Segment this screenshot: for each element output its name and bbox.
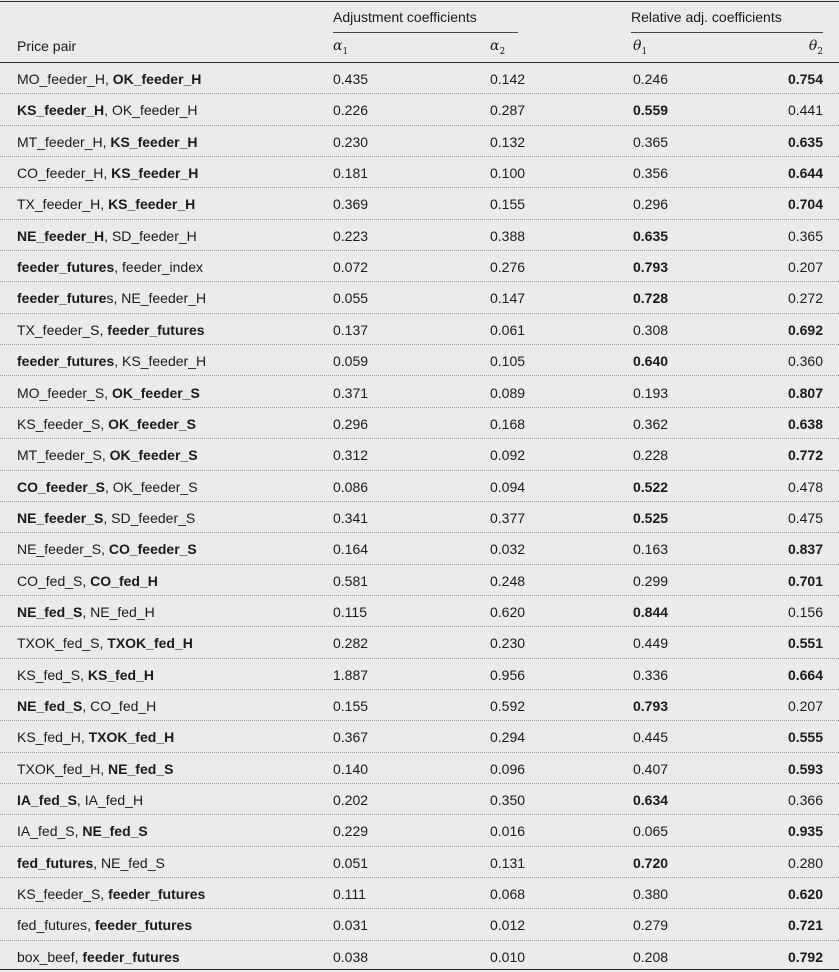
alpha-1-cell: 0.435: [333, 71, 369, 87]
theta-1-cell: 0.634: [633, 792, 669, 809]
alpha-1-cell: 0.155: [333, 698, 369, 714]
theta-1-cell: 0.793: [633, 259, 669, 276]
theta-1-cell: 0.445: [633, 729, 669, 746]
price-pair-segment: KS_feeder_S: [17, 886, 101, 903]
price-pair-cell: [17, 573, 158, 589]
alpha-2-cell: 0.105: [490, 353, 526, 370]
alpha-1-cell: 0.312: [333, 447, 369, 464]
price-pair-segment: ,: [104, 71, 113, 87]
table-row: [0, 126, 839, 157]
theta-2-cell: 0.807: [787, 384, 823, 401]
theta-2-cell: 0.692: [787, 321, 823, 338]
price-pair-segment: ,: [104, 478, 113, 495]
price-pair-segment: KS_feeder_S: [17, 415, 101, 432]
price-pair-segment: ,: [93, 854, 102, 871]
theta-1-cell: 0.356: [633, 165, 669, 182]
table-row: [0, 721, 839, 752]
price-pair-cell: [17, 949, 180, 965]
theta-2-cell: 0.555: [787, 729, 823, 746]
price-pair-segment: OK_feeder_S: [108, 415, 197, 432]
alpha-1-cell: 0.051: [333, 854, 369, 871]
subscript-1: 1: [641, 46, 648, 57]
price-pair-segment: ,: [100, 886, 109, 903]
table-bottom-rule: [0, 969, 839, 970]
price-pair-cell: [17, 259, 203, 275]
table-row: [0, 941, 839, 972]
alpha-2-cell: 0.294: [490, 729, 526, 746]
alpha-1-cell: 0.223: [333, 227, 369, 244]
price-pair-segment: ,: [101, 447, 110, 464]
alpha-2-cell: 0.377: [490, 509, 526, 526]
alpha-2-cell: 0.094: [490, 478, 526, 495]
price-pair-segment: box_beef: [17, 948, 75, 965]
alpha-2-cell: 0.089: [490, 384, 526, 401]
price-pair-segment: KS_feeder_H: [108, 196, 196, 213]
theta-2-cell: 0.704: [787, 196, 823, 213]
alpha-1-cell: 0.031: [333, 917, 369, 934]
price-pair-segment: TXOK_fed_H: [88, 729, 175, 746]
price-pair-segment: TXOK_fed_S: [17, 635, 100, 652]
price-pair-segment: ,: [103, 165, 112, 182]
price-pair-segment: CO_fed_H: [90, 698, 157, 714]
alpha-symbol: α: [490, 38, 500, 54]
theta-1-cell: 0.163: [633, 541, 669, 558]
theta-2-cell: 0.280: [787, 854, 823, 871]
theta-2-cell: 0.441: [787, 102, 823, 119]
price-pair-segment: ,: [80, 729, 89, 746]
price-pair-segment: NE_feeder_S: [17, 509, 104, 526]
table-row: [0, 314, 839, 345]
alpha-2-cell: 0.287: [490, 102, 526, 119]
alpha-2-cell: 0.155: [490, 196, 526, 213]
price-pair-segment: NE_fed_S: [17, 698, 83, 714]
alpha-1-cell: 0.115: [333, 603, 367, 620]
price-pair-cell: [17, 102, 198, 118]
alpha-2-cell: 0.388: [490, 227, 526, 244]
alpha-2-cell: 0.592: [490, 698, 526, 714]
theta-2-cell: 0.644: [787, 165, 823, 182]
price-pair-segment: SD_feeder_H: [111, 227, 197, 244]
theta-1-cell: 0.720: [633, 854, 669, 871]
theta-2-cell: 0.207: [787, 698, 823, 714]
price-pair-segment: KS_fed_H: [17, 729, 81, 746]
header-relative-adj-coefficients: Relative adj. coefficients: [631, 9, 782, 25]
price-pair-segment: s,: [106, 290, 122, 307]
price-pair-cell: [17, 134, 198, 150]
price-pair-segment: MT_feeder_S: [17, 447, 102, 464]
theta-symbol: θ: [633, 38, 642, 54]
price-pair-cell: [17, 353, 206, 369]
alpha-1-cell: 0.164: [333, 541, 369, 558]
table-row: [0, 784, 839, 815]
price-pair-segment: feeder_futures: [82, 948, 180, 965]
price-pair-segment: ,: [99, 635, 108, 652]
price-pair-cell: [17, 761, 173, 777]
header-price-pair: Price pair: [17, 38, 77, 54]
price-pair-segment: NE_fed_S: [108, 760, 174, 777]
price-pair-segment: IA_fed_S: [17, 823, 75, 840]
theta-2-cell: 0.792: [787, 948, 823, 965]
alpha-1-cell: 0.282: [333, 635, 369, 652]
price-pair-segment: ,: [100, 415, 109, 432]
price-pair-cell: [17, 698, 156, 714]
theta-2-cell: 0.620: [787, 886, 823, 903]
theta-1-cell: 0.246: [633, 71, 669, 87]
theta-2-cell: 0.360: [787, 353, 823, 370]
theta-1-cell: 0.844: [633, 603, 669, 620]
price-pair-segment: TXOK_fed_H: [17, 760, 101, 777]
theta-2-cell: 0.635: [787, 133, 823, 150]
theta-2-cell: 0.638: [787, 415, 823, 432]
price-pair-segment: OK_feeder_S: [112, 478, 198, 495]
table-row: [0, 188, 839, 219]
alpha-2-cell: 0.061: [490, 321, 526, 338]
theta-2-cell: 0.366: [787, 792, 823, 809]
price-pair-segment: feeder_future: [17, 290, 107, 307]
price-pair-cell: [17, 635, 193, 651]
theta-1-cell: 0.296: [633, 196, 669, 213]
alpha-2-cell: 0.132: [490, 133, 526, 150]
price-pair-cell: [17, 165, 198, 181]
header-theta-1: [633, 38, 647, 57]
theta-2-cell: 0.551: [787, 635, 823, 652]
price-pair-cell: [17, 792, 143, 808]
theta-1-cell: 0.522: [633, 478, 669, 495]
table-row: [0, 220, 839, 251]
alpha-1-cell: 0.229: [333, 823, 369, 840]
price-pair-cell: [17, 322, 205, 338]
price-pair-cell: [17, 385, 200, 401]
table-row: [0, 251, 839, 282]
price-pair-segment: ,: [76, 792, 85, 809]
alpha-2-cell: 0.131: [490, 854, 526, 871]
price-pair-segment: feeder_futures: [17, 353, 115, 370]
theta-2-cell: 0.272: [787, 290, 823, 307]
price-pair-segment: ,: [100, 196, 109, 213]
price-pair-segment: OK_feeder_H: [111, 102, 198, 119]
price-pair-segment: OK_feeder_H: [112, 71, 202, 87]
table-row: [0, 282, 839, 313]
price-pair-segment: KS_feeder_H: [110, 133, 198, 150]
price-pair-cell: [17, 667, 154, 683]
alpha-1-cell: 0.226: [333, 102, 369, 119]
theta-2-cell: 0.935: [787, 823, 823, 840]
price-pair-cell: [17, 886, 205, 902]
price-pair-segment: ,: [80, 666, 88, 683]
alpha-1-cell: 0.111: [333, 886, 366, 903]
theta-1-cell: 0.308: [633, 321, 669, 338]
theta-1-cell: 0.559: [633, 102, 669, 119]
price-pair-segment: NE_fed_S: [101, 854, 165, 871]
price-pair-segment: NE_feeder_S: [17, 541, 102, 558]
alpha-1-cell: 0.369: [333, 196, 369, 213]
price-pair-segment: CO_feeder_S: [17, 478, 105, 495]
header-relative-underline: [631, 32, 823, 33]
price-pair-segment: ,: [87, 917, 95, 934]
theta-2-cell: 0.156: [787, 603, 823, 620]
header-alpha-1: [333, 38, 348, 57]
price-pair-segment: NE_feeder_H: [17, 227, 105, 244]
alpha-2-cell: 0.100: [490, 165, 526, 182]
table-row: [0, 847, 839, 878]
alpha-1-cell: 0.367: [333, 729, 369, 746]
price-pair-segment: IA_fed_H: [84, 792, 144, 809]
theta-1-cell: 0.362: [633, 415, 669, 432]
price-pair-segment: KS_fed_H: [87, 666, 154, 683]
price-pair-cell: [17, 196, 195, 212]
table-top-rule: [0, 1, 839, 2]
table-row: [0, 502, 839, 533]
table-row: [0, 533, 839, 564]
price-pair-segment: ,: [82, 698, 91, 714]
header-alpha-2: [490, 38, 505, 57]
price-pair-segment: ,: [104, 384, 112, 401]
theta-2-cell: 0.721: [787, 917, 823, 934]
alpha-2-cell: 0.068: [490, 886, 526, 903]
price-pair-segment: feeder_futures: [94, 917, 193, 934]
price-pair-segment: ,: [114, 353, 123, 370]
alpha-2-cell: 0.230: [490, 635, 526, 652]
theta-1-cell: 0.525: [633, 509, 669, 526]
alpha-1-cell: 0.086: [333, 478, 369, 495]
price-pair-segment: KS_feeder_H: [17, 102, 105, 119]
price-pair-segment: ,: [100, 760, 109, 777]
alpha-2-cell: 0.142: [490, 71, 526, 87]
theta-1-cell: 0.279: [633, 917, 669, 934]
price-pair-segment: CO_fed_H: [90, 572, 158, 589]
price-pair-cell: [17, 604, 155, 620]
alpha-1-cell: 0.038: [333, 948, 369, 965]
price-pair-cell: [17, 855, 165, 871]
price-pair-segment: ,: [82, 603, 91, 620]
price-pair-segment: MO_feeder_S: [17, 384, 105, 401]
price-pair-segment: CO_feeder_H: [17, 165, 104, 182]
price-pair-segment: fed_futures: [17, 917, 88, 934]
theta-1-cell: 0.449: [633, 635, 669, 652]
alpha-2-cell: 0.350: [490, 792, 526, 809]
header-theta-2: [809, 38, 823, 57]
theta-1-cell: 0.065: [633, 823, 669, 840]
theta-1-cell: 0.728: [633, 290, 669, 307]
theta-1-cell: 0.336: [633, 666, 669, 683]
theta-2-cell: 0.207: [787, 259, 823, 276]
price-pair-segment: feeder_futures: [107, 321, 205, 338]
table-row: [0, 753, 839, 784]
price-pair-segment: NE_feeder_H: [121, 290, 207, 307]
price-pair-segment: fed_futures: [17, 854, 94, 871]
theta-1-cell: 0.208: [633, 948, 669, 965]
theta-2-cell: 0.593: [787, 760, 823, 777]
theta-symbol: θ: [808, 38, 818, 54]
price-pair-cell: [17, 71, 201, 87]
price-pair-segment: NE_fed_S: [17, 603, 83, 620]
price-pair-segment: feeder_index: [122, 259, 203, 276]
price-pair-cell: [17, 510, 195, 526]
table-row: [0, 345, 839, 376]
alpha-1-cell: 0.230: [333, 133, 369, 150]
price-pair-segment: feeder_futures: [17, 259, 115, 276]
price-pair-segment: IA_fed_S: [17, 792, 77, 809]
alpha-2-cell: 0.620: [490, 603, 526, 620]
theta-2-cell: 0.837: [787, 541, 823, 558]
price-pair-cell: [17, 479, 198, 495]
price-pair-segment: KS_feeder_H: [122, 353, 207, 370]
theta-2-cell: 0.365: [787, 227, 823, 244]
alpha-2-cell: 0.168: [490, 415, 526, 432]
alpha-1-cell: 0.581: [333, 572, 369, 589]
alpha-1-cell: 0.371: [333, 384, 369, 401]
price-pair-segment: TX_feeder_S: [17, 321, 100, 338]
price-pair-segment: KS_fed_S: [17, 666, 81, 683]
theta-2-cell: 0.701: [787, 572, 823, 589]
price-pair-cell: [17, 729, 174, 745]
theta-1-cell: 0.640: [633, 353, 669, 370]
theta-1-cell: 0.407: [633, 760, 669, 777]
theta-2-cell: 0.664: [787, 666, 823, 683]
subscript-2: 2: [817, 46, 823, 57]
alpha-2-cell: 0.010: [490, 948, 526, 965]
theta-1-cell: 0.793: [633, 698, 669, 714]
price-pair-cell: [17, 823, 148, 839]
price-pair-segment: CO_fed_S: [17, 572, 83, 589]
price-pair-cell: [17, 416, 196, 432]
table-row: [0, 690, 839, 721]
table-row: [0, 815, 839, 846]
price-pair-segment: OK_feeder_S: [111, 384, 200, 401]
theta-1-cell: 0.299: [633, 572, 669, 589]
price-pair-segment: OK_feeder_S: [109, 447, 198, 464]
theta-2-cell: 0.478: [787, 478, 823, 495]
table-row: [0, 471, 839, 502]
price-pair-segment: TX_feeder_H: [17, 196, 101, 213]
table-row: [0, 627, 839, 658]
alpha-1-cell: 0.059: [333, 353, 369, 370]
table-row: [0, 659, 839, 690]
alpha-1-cell: 1.887: [333, 666, 369, 683]
price-pair-segment: ,: [114, 259, 123, 276]
price-pair-segment: feeder_futures: [108, 886, 206, 903]
price-pair-segment: NE_fed_S: [82, 823, 148, 840]
alpha-2-cell: 0.096: [490, 760, 526, 777]
price-pair-segment: ,: [99, 321, 108, 338]
price-pair-cell: [17, 541, 197, 557]
theta-1-cell: 0.380: [633, 886, 669, 903]
price-pair-segment: ,: [82, 572, 91, 589]
alpha-1-cell: 0.181: [333, 165, 369, 182]
price-pair-segment: ,: [74, 823, 83, 840]
price-pair-segment: NE_fed_H: [90, 603, 155, 620]
alpha-2-cell: 0.956: [490, 666, 526, 683]
alpha-2-cell: 0.276: [490, 259, 526, 276]
alpha-2-cell: 0.147: [490, 290, 526, 307]
header-adjustment-coefficients: Adjustment coefficients: [333, 9, 477, 25]
price-pair-segment: ,: [104, 102, 112, 119]
price-pair-segment: KS_feeder_H: [111, 165, 199, 182]
alpha-2-cell: 0.016: [490, 823, 526, 840]
table-row: [0, 157, 839, 188]
alpha-1-cell: 0.202: [333, 792, 369, 809]
table-row: [0, 94, 839, 125]
price-pair-segment: ,: [104, 227, 112, 244]
table-row: [0, 408, 839, 439]
table-row: [0, 878, 839, 909]
price-pair-cell: [17, 447, 198, 463]
price-pair-segment: SD_feeder_S: [111, 509, 196, 526]
alpha-2-cell: 0.032: [490, 541, 526, 558]
price-pair-segment: ,: [74, 948, 83, 965]
alpha-2-cell: 0.012: [490, 917, 526, 934]
price-pair-segment: ,: [103, 509, 112, 526]
theta-1-cell: 0.228: [633, 447, 669, 464]
table-row: [0, 439, 839, 470]
alpha-1-cell: 0.055: [333, 290, 369, 307]
header-adjustment-underline: [333, 32, 518, 33]
alpha-1-cell: 0.140: [333, 760, 369, 777]
price-pair-segment: CO_feeder_S: [108, 541, 197, 558]
price-pair-cell: [17, 228, 197, 244]
table-row: [0, 377, 839, 408]
table-row: [0, 63, 839, 94]
alpha-1-cell: 0.296: [333, 415, 369, 432]
price-pair-segment: ,: [101, 541, 109, 558]
price-pair-cell: [17, 917, 192, 933]
table-row: [0, 909, 839, 940]
theta-1-cell: 0.193: [633, 384, 669, 401]
theta-1-cell: 0.635: [633, 227, 669, 244]
alpha-1-cell: 0.341: [333, 509, 369, 526]
alpha-2-cell: 0.092: [490, 447, 526, 464]
subscript-1: 1: [342, 46, 349, 57]
theta-2-cell: 0.475: [787, 509, 823, 526]
theta-1-cell: 0.365: [633, 133, 669, 150]
price-pair-segment: ,: [102, 133, 111, 150]
price-pair-segment: MT_feeder_H: [17, 133, 103, 150]
alpha-1-cell: 0.137: [333, 321, 369, 338]
price-pair-segment: TXOK_fed_H: [107, 635, 193, 652]
alpha-2-cell: 0.248: [490, 572, 526, 589]
price-pair-cell: [17, 290, 206, 306]
subscript-2: 2: [499, 46, 506, 57]
theta-2-cell: 0.754: [787, 71, 823, 87]
alpha-1-cell: 0.072: [333, 259, 369, 276]
table-row: [0, 596, 839, 627]
alpha-symbol: α: [333, 38, 343, 54]
theta-2-cell: 0.772: [787, 447, 823, 464]
price-pair-segment: MO_feeder_H: [17, 71, 105, 87]
table-row: [0, 565, 839, 596]
